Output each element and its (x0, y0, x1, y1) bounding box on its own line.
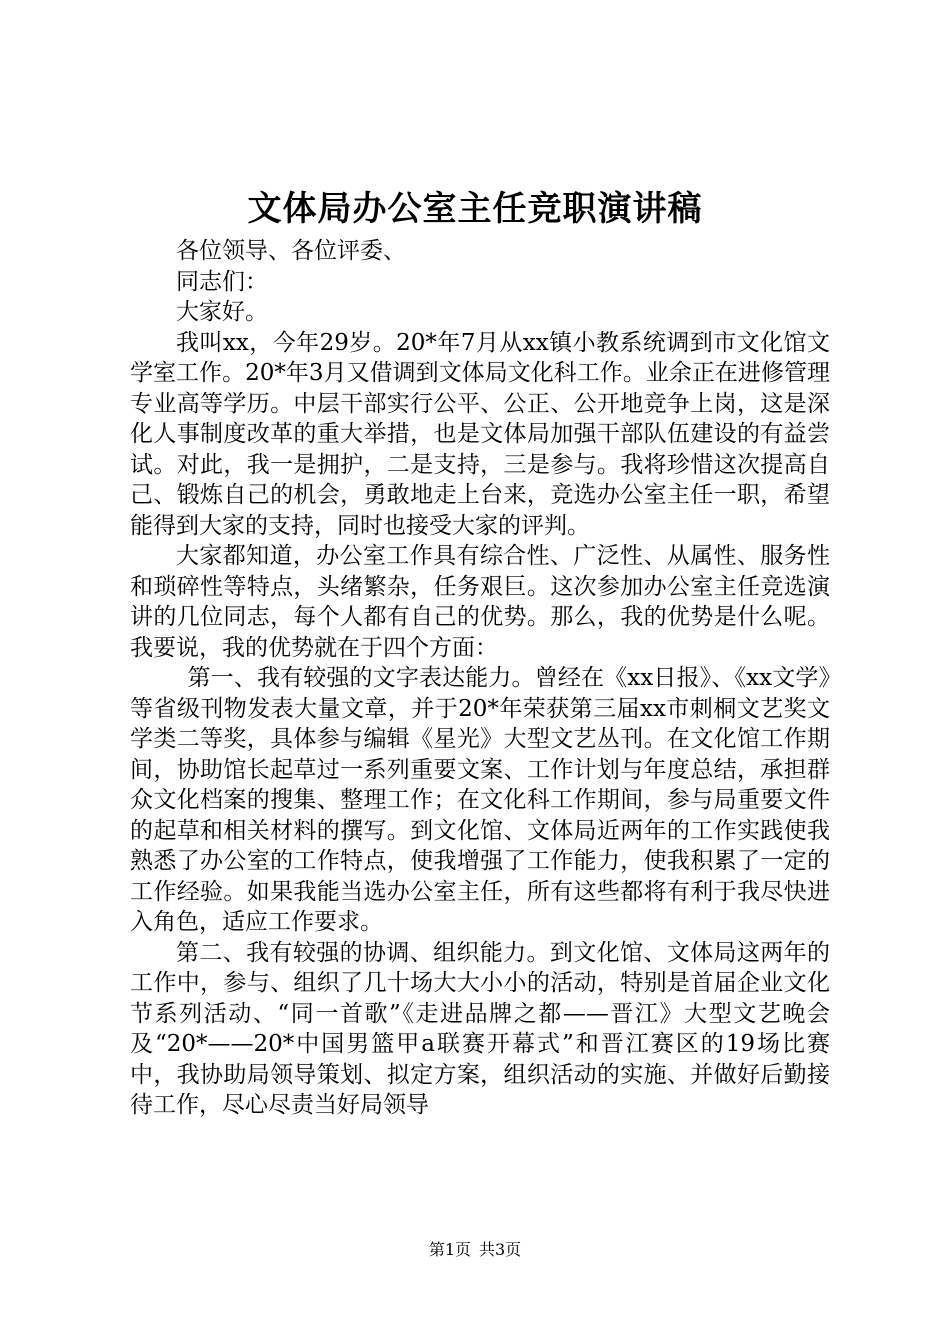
body-paragraph: 第二、我有较强的协调、组织能力。到文化馆、文体局这两年的工作中，参与、组织了几十场大大小小的活动，特别是首届企业文化节系列活动、“同一首歌”《走进品牌之都——晋江》大型文艺晚会及“20*——20*中国男篮甲a联赛开幕式”和晋江赛区的19场比赛中，我协助局领导策划、拟定方案，组织活动的实施、并做好后勤接待工作，尽心尽责当好局领导 (130, 939, 830, 1118)
salutation-line: 同志们： (176, 268, 268, 295)
page-number: 第1页 (428, 1240, 471, 1259)
greeting-line: 大家好。 (176, 299, 268, 325)
body-paragraph: 我叫xx，今年29岁。20*年7月从xx镇小教系统调到市文化馆文学室工作。20*年3月又借调到文体局文化科工作。业余正在进修管理专业高等学历。中层干部实行公平、公正、公开地竞争上岗，这是深化人事制度改革的重大举措，也是文体局加强干部队伍建设的有益尝试。对此，我一是拥护，二是支持，三是参与。我将珍惜这次提高自己、锻炼自己的机会，勇敢地走上台来，竞选办公室主任一职，希望能得到大家的支持，同时也接受大家的评判。 (130, 329, 830, 539)
document-title: 文体局办公室主任竞职演讲稿 (247, 189, 703, 229)
body-paragraph: 第一、我有较强的文字表达能力。曾经在《xx日报》、《xx文学》等省级刊物发表大量文章，并于20*年荣获第三届xx市刺桐文艺奖文学类二等奖，具体参与编辑《星光》大型文艺丛刊。在文化馆工作期间，协助馆长起草过一系列重要文案、工作计划与年度总结，承担群众文化档案的搜集、整理工作；在文化科工作期间，参与局重要文件的起草和相关材料的撰写。到文化馆、文体局近两年的工作实践使我熟悉了办公室的工作特点，使我增强了工作能力，使我积累了一定的工作经验。如果我能当选办公室主任，所有这些都将有利于我尽快进入角色，适应工作要求。 (130, 665, 830, 935)
document-body (130, 236, 830, 1121)
page-total: 共3页 (479, 1240, 522, 1259)
salutation-line: 各位领导、各位评委、 (176, 238, 406, 264)
page-footer (0, 1238, 950, 1262)
body-paragraph: 大家都知道，办公室工作具有综合性、广泛性、从属性、服务性和琐碎性等特点，头绪繁杂，任务艰巨。这次参加办公室主任竞选演讲的几位同志，每个人都有自己的优势。那么，我的优势是什么呢。我要说，我的优势就在于四个方面： (130, 543, 830, 661)
